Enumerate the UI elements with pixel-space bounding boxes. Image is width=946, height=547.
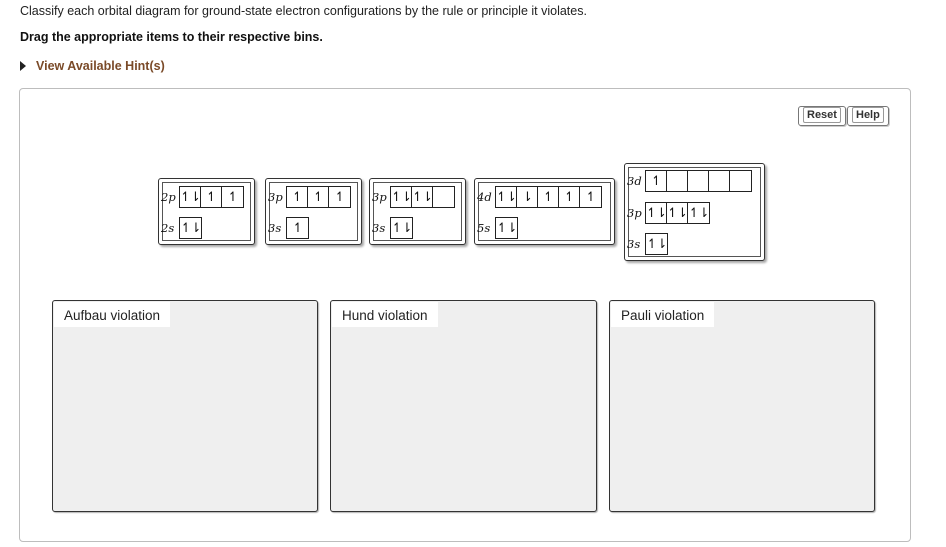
- orbital-box: ↿: [227, 189, 238, 205]
- expand-triangle-icon: [20, 61, 26, 71]
- bin-title: Aufbau violation: [54, 302, 170, 327]
- orbital-box: ↿: [559, 187, 580, 207]
- orbital-card-5[interactable]: [624, 163, 765, 261]
- orbital-label: 3s: [372, 221, 386, 235]
- orbital-boxes: [286, 217, 309, 239]
- orbital-box: ↿⇂: [667, 203, 688, 223]
- orbital-row: [268, 217, 309, 239]
- orbital-boxes: [390, 217, 413, 239]
- orbital-label: 3p: [627, 206, 642, 220]
- orbital-row: [627, 202, 710, 224]
- orbital-box: ↿⇂: [180, 220, 201, 236]
- orbital-row: [372, 217, 413, 239]
- orbital-box: ↿⇂: [391, 220, 412, 236]
- hint-label: View Available Hint(s): [36, 59, 165, 73]
- orbital-card-4[interactable]: [474, 178, 615, 245]
- orbital-label: 3d: [627, 174, 642, 188]
- orbital-row: [161, 217, 202, 239]
- orbital-box: [709, 171, 730, 191]
- orbital-label: 3s: [627, 237, 641, 251]
- orbital-box: ↿⇂: [180, 187, 201, 207]
- orbital-row: [268, 186, 351, 208]
- orbital-label: 2p: [161, 190, 176, 204]
- reset-button[interactable]: [798, 106, 846, 126]
- orbital-box: ↿⇂: [412, 187, 433, 207]
- orbital-label: 3p: [268, 190, 283, 204]
- orbital-box: ↿: [308, 187, 329, 207]
- help-button[interactable]: [847, 106, 889, 126]
- orbital-row: [627, 233, 668, 255]
- orbital-label: 3p: [372, 190, 387, 204]
- orbital-boxes: [286, 186, 351, 208]
- reset-label: Reset: [803, 107, 841, 123]
- bin-title: Pauli violation: [611, 302, 714, 327]
- orbital-label: 5s: [477, 221, 491, 235]
- orbital-box: ↿: [201, 187, 222, 207]
- orbital-boxes: [645, 202, 710, 224]
- orbital-box: ↿⇂: [646, 203, 667, 223]
- orbital-label: 4d: [477, 190, 492, 204]
- orbital-card-1[interactable]: [158, 178, 255, 245]
- orbital-box: [667, 171, 688, 191]
- orbital-row: [477, 217, 518, 239]
- orbital-card-3[interactable]: [369, 178, 466, 245]
- orbital-boxes: [495, 217, 518, 239]
- bin-aufbau-violation[interactable]: [52, 300, 318, 512]
- orbital-box: ↿⇂: [688, 205, 709, 221]
- orbital-box: ↿⇂: [391, 187, 412, 207]
- orbital-box: [730, 171, 751, 191]
- orbital-box: ↿⇂: [496, 187, 517, 207]
- orbital-card-2[interactable]: [265, 178, 362, 245]
- bin-hund-violation[interactable]: [330, 300, 597, 512]
- orbital-box: ↿: [292, 220, 303, 236]
- bin-title: Hund violation: [332, 302, 438, 327]
- orbital-label: 2s: [161, 221, 175, 235]
- orbital-boxes: [645, 170, 752, 192]
- orbital-boxes: [390, 186, 455, 208]
- orbital-row: [627, 170, 752, 192]
- orbital-box: ↿: [334, 189, 345, 205]
- orbital-box: ↿: [646, 171, 667, 191]
- orbital-box: ↿: [287, 187, 308, 207]
- orbital-row: [372, 186, 455, 208]
- drag-instructions: Drag the appropriate items to their respective bins.: [20, 30, 323, 44]
- bin-pauli-violation[interactable]: [609, 300, 875, 512]
- orbital-box: ⇂: [517, 187, 538, 207]
- orbital-boxes: [645, 233, 668, 255]
- orbital-label: 3s: [268, 221, 282, 235]
- orbital-box: ↿⇂: [496, 220, 517, 236]
- orbital-box: ↿⇂: [646, 236, 667, 252]
- instructions-text: Classify each orbital diagram for ground-state electron configurations by the rule or principle it violates.: [20, 4, 587, 18]
- orbital-row: [477, 186, 602, 208]
- orbital-row: [161, 186, 244, 208]
- help-label: Help: [852, 107, 884, 123]
- orbital-box: ↿: [585, 189, 596, 205]
- orbital-box: [688, 171, 709, 191]
- orbital-box: [433, 187, 454, 207]
- orbital-boxes: [179, 217, 202, 239]
- hint-toggle[interactable]: [20, 59, 165, 73]
- orbital-box: ↿: [538, 187, 559, 207]
- orbital-boxes: [179, 186, 244, 208]
- orbital-boxes: [495, 186, 602, 208]
